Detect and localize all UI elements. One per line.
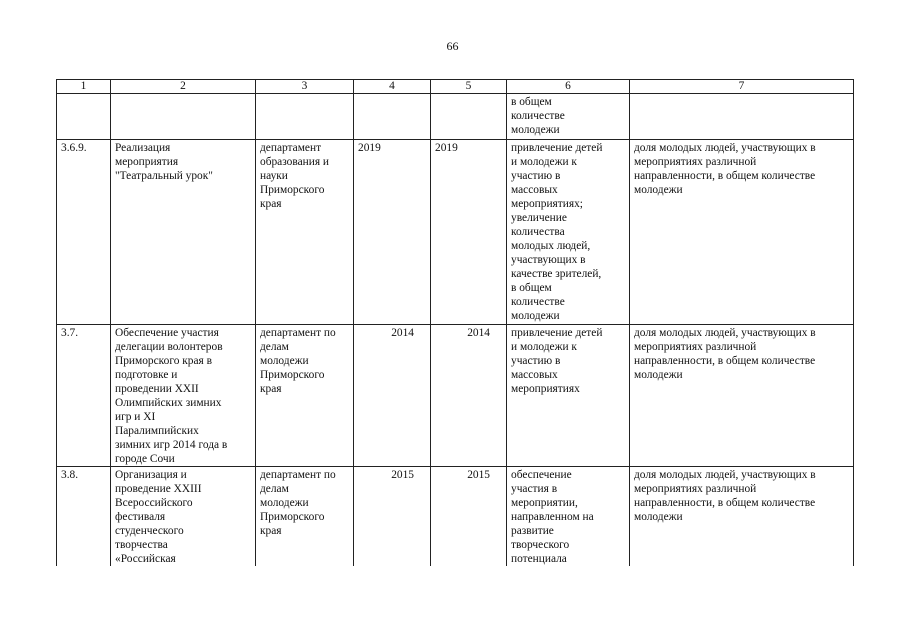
end-year-cell: 2015 xyxy=(431,467,507,567)
department-cell: департамент по делам молодежи Приморского края xyxy=(256,325,354,467)
column-header: 3 xyxy=(256,80,354,94)
indicator-cell: доля молодых людей, участвующих в мероприятиях различной направленности, в общем количестве молодежи xyxy=(630,140,854,325)
column-header: 6 xyxy=(507,80,630,94)
item-number-cell: 3.6.9. xyxy=(57,140,111,325)
column-number-row xyxy=(57,80,854,94)
start-year-cell: 2014 xyxy=(354,325,431,467)
table-row xyxy=(57,467,854,567)
item-name-cell: Организация и проведение XXIII Всероссийского фестиваля студенческого творчества «Российская xyxy=(111,467,256,567)
item-number-cell xyxy=(57,94,111,140)
department-cell: департамент по делам молодежи Приморского края xyxy=(256,467,354,567)
table-row xyxy=(57,325,854,467)
indicator-cell xyxy=(630,94,854,140)
department-cell: департамент образования и науки Приморского края xyxy=(256,140,354,325)
column-header: 1 xyxy=(57,80,111,94)
indicator-cell: доля молодых людей, участвующих в мероприятиях различной направленности, в общем количестве молодежи xyxy=(630,325,854,467)
department-cell xyxy=(256,94,354,140)
item-name-cell: Реализация мероприятия "Театральный урок" xyxy=(111,140,256,325)
table-row xyxy=(57,94,854,140)
end-year-cell: 2014 xyxy=(431,325,507,467)
end-year-cell xyxy=(431,94,507,140)
column-header: 5 xyxy=(431,80,507,94)
expected-result-cell: обеспечение участия в мероприятии, направленном на развитие творческого потенциала xyxy=(507,467,630,567)
program-table xyxy=(56,79,854,566)
column-header: 4 xyxy=(354,80,431,94)
start-year-cell: 2019 xyxy=(354,140,431,325)
item-name-cell xyxy=(111,94,256,140)
end-year-cell: 2019 xyxy=(431,140,507,325)
indicator-cell: доля молодых людей, участвующих в мероприятиях различной направленности, в общем количестве молодежи xyxy=(630,467,854,567)
expected-result-cell: в общем количестве молодежи xyxy=(507,94,630,140)
item-number-cell: 3.8. xyxy=(57,467,111,567)
column-header: 2 xyxy=(111,80,256,94)
column-header: 7 xyxy=(630,80,854,94)
item-name-cell: Обеспечение участия делегации волонтеров Приморского края в подготовке и проведении XXII Олимпийских зимних игр и XI Паралимпийских зимних игр 2014 года в городе Сочи xyxy=(111,325,256,467)
start-year-cell xyxy=(354,94,431,140)
expected-result-cell: привлечение детей и молодежи к участию в массовых мероприятиях xyxy=(507,325,630,467)
page-number: 66 xyxy=(446,39,459,53)
item-number-cell: 3.7. xyxy=(57,325,111,467)
table-row xyxy=(57,140,854,325)
expected-result-cell: привлечение детей и молодежи к участию в массовых мероприятиях; увеличение количества молодых людей, участвующих в качестве зрителей, в общем количестве молодежи xyxy=(507,140,630,325)
start-year-cell: 2015 xyxy=(354,467,431,567)
